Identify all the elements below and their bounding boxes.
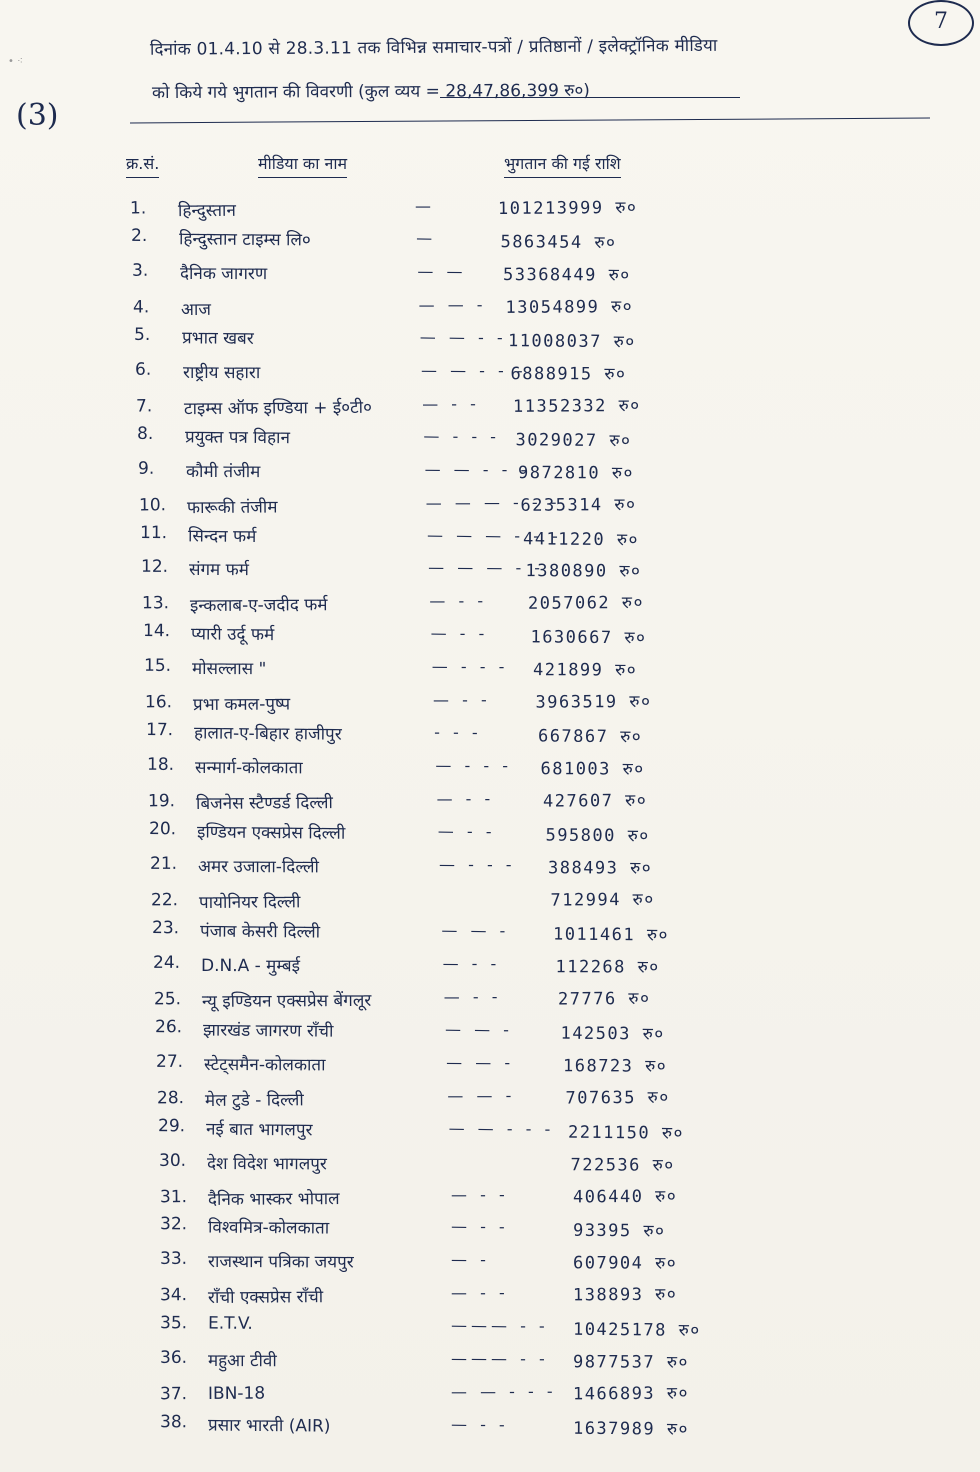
- row-media-name: प्रसार भारती (AIR): [207, 1415, 331, 1437]
- table-row: [0, 193, 980, 228]
- row-media-name: झारखंड जागरण राँची: [202, 1020, 334, 1042]
- row-dash: — - -: [450, 1283, 509, 1303]
- row-serial: 19.: [147, 791, 176, 812]
- row-serial: 5.: [133, 324, 151, 345]
- row-serial: 9.: [137, 458, 155, 479]
- row-amount: 1380890 रु०: [525, 561, 642, 582]
- table-row: [0, 489, 980, 524]
- row-amount: 9877537 रु०: [572, 1352, 689, 1373]
- row-media-name: IBN-18: [207, 1383, 266, 1405]
- row-amount: 1011461 रु०: [552, 924, 669, 946]
- row-media-name: हिन्दुस्तान टाइम्स लि०: [178, 229, 311, 251]
- table-row: [0, 1280, 980, 1315]
- table-row: [0, 719, 980, 756]
- row-media-name: इण्डियन एक्सप्रेस दिल्ली: [196, 822, 346, 844]
- row-media-name: स्टेट्समैन-कोलकाता: [203, 1054, 326, 1076]
- row-amount: 6888915 रु०: [510, 363, 627, 385]
- page-number: 7: [908, 0, 974, 46]
- row-serial: 32.: [159, 1214, 188, 1235]
- header-serial: क्र.सं.: [126, 152, 159, 174]
- row-media-name: राँची एक्सप्रेस राँची: [207, 1287, 324, 1309]
- row-amount: 3963519 रु०: [535, 692, 652, 713]
- table-row: [0, 620, 980, 657]
- row-dash: —: [414, 196, 436, 216]
- row-dash: — -: [450, 1250, 490, 1270]
- row-serial: 24.: [152, 952, 181, 973]
- row-amount: 9872810 रु०: [517, 462, 634, 484]
- row-serial: 3.: [131, 260, 149, 281]
- row-dash: — — - -: [419, 327, 507, 347]
- table-row: [0, 983, 980, 1018]
- table-row: [0, 754, 980, 785]
- table-row: [0, 818, 980, 855]
- row-amount: 2211150 रु०: [567, 1122, 684, 1144]
- row-amount: 11352332 रु०: [512, 395, 641, 417]
- table-row: [0, 557, 980, 588]
- table-row: [0, 390, 980, 425]
- row-media-name: D.N.A - मुम्बई: [200, 955, 300, 977]
- row-serial: 36.: [159, 1348, 188, 1369]
- row-serial: 26.: [154, 1016, 183, 1038]
- row-dash: — - -: [450, 1414, 509, 1435]
- row-media-name: इन्कलाब-ए-जदीद फर्म: [189, 595, 328, 617]
- row-media-name: अमर उजाला-दिल्ली: [197, 856, 319, 878]
- row-media-name: दैनिक भास्कर भोपाल: [207, 1188, 340, 1210]
- title-line-1: दिनांक 01.4.10 से 28.3.11 तक विभिन्न समाचार-पत्रों / प्रतिष्ठानों / इलेक्ट्रॉनिक मीडिया: [149, 35, 718, 60]
- row-dash: — - - -: [435, 755, 513, 776]
- row-serial: 20.: [148, 819, 177, 840]
- header-name: मीडिया का नाम: [258, 152, 347, 174]
- row-amount: 6235314 रु०: [520, 494, 637, 516]
- row-media-name: सिन्दन फर्म: [187, 525, 257, 547]
- row-amount: 406440 रु०: [572, 1186, 678, 1207]
- table-row: [0, 1051, 980, 1082]
- row-dash: — - -: [422, 393, 480, 414]
- row-amount: 168723 रु०: [562, 1055, 668, 1077]
- row-dash: — - -: [429, 591, 488, 611]
- row-serial: 22.: [150, 890, 179, 911]
- row-serial: 21.: [149, 853, 178, 874]
- table-row: [0, 458, 980, 489]
- table-row: [0, 291, 980, 326]
- row-amount: 93395 रु०: [572, 1221, 666, 1242]
- row-amount: 112268 रु०: [555, 957, 660, 978]
- table-row: [0, 588, 980, 623]
- row-serial: 8.: [136, 423, 154, 444]
- table-row: [0, 260, 980, 291]
- row-media-name: टाइम्स ऑफ इण्डिया + ई०टी०: [183, 397, 372, 419]
- table-row: [0, 1150, 980, 1181]
- table-row: [0, 1181, 980, 1216]
- row-amount: 595800 रु०: [545, 825, 650, 847]
- row-media-name: राष्ट्रीय सहारा: [182, 362, 261, 383]
- row-amount: 3029027 रु०: [515, 429, 632, 451]
- row-amount: 5863454 रु०: [500, 232, 617, 254]
- table-row: [0, 687, 980, 722]
- row-amount: 707635 रु०: [565, 1087, 670, 1109]
- row-amount: 388493 रु०: [547, 858, 653, 879]
- row-serial: 11.: [139, 522, 168, 543]
- row-dash: —: [416, 228, 437, 248]
- row-serial: 6.: [134, 359, 152, 380]
- row-media-name: प्यारी उर्दू फर्म: [190, 624, 275, 646]
- table-row: [0, 1312, 980, 1349]
- row-media-name: हिन्दुस्तान: [177, 200, 236, 222]
- row-media-name: महुआ टीवी: [207, 1351, 277, 1372]
- title-underline: [440, 97, 740, 98]
- row-amount: 142503 रु०: [560, 1023, 665, 1045]
- row-serial: 34.: [159, 1285, 188, 1306]
- row-dash: — - - -: [431, 657, 509, 677]
- row-media-name: नई बात भागलपुर: [205, 1119, 313, 1141]
- row-media-name: न्यू इण्डियन एक्सप्रेस बेंगलूर: [201, 990, 372, 1012]
- row-amount: 10425178 रु०: [572, 1320, 701, 1342]
- row-dash: — - -: [442, 953, 501, 973]
- row-dash: — — - - -: [424, 459, 531, 479]
- row-media-name: E.T.V.: [207, 1313, 253, 1335]
- row-media-name: संगम फर्म: [188, 560, 249, 581]
- row-media-name: पायोनियर दिल्ली: [198, 892, 301, 913]
- title-line-2: को किये गये भुगतान की विवरणी (कुल व्यय = 28,47,86,399 रु०): [151, 80, 590, 104]
- row-dash: — — -: [444, 1019, 514, 1039]
- table-row: [0, 917, 980, 954]
- row-media-name: कौमी तंजीम: [185, 461, 261, 482]
- row-media-name: राजस्थान पत्रिका जयपुर: [207, 1252, 354, 1273]
- table-row: [0, 324, 980, 361]
- row-media-name: फारूकी तंजीम: [186, 497, 278, 518]
- row-amount: 712994 रु०: [550, 889, 655, 911]
- table-row: [0, 1348, 980, 1379]
- row-dash: — — — - - -: [425, 492, 561, 512]
- row-dash: — — -: [418, 294, 487, 315]
- row-dash: — — - - -: [448, 1118, 555, 1139]
- row-media-name: दैनिक जागरण: [179, 263, 268, 285]
- row-dash: — - -: [450, 1217, 509, 1237]
- table-row: [0, 786, 980, 821]
- row-media-name: मोसल्लास ": [191, 659, 267, 680]
- row-amount: 4411220 रु०: [522, 528, 639, 550]
- table-row: [0, 1213, 980, 1250]
- table-row: [0, 952, 980, 983]
- row-dash: — - - -: [438, 854, 516, 875]
- row-amount: 681003 रु०: [540, 759, 645, 780]
- row-amount: 667867 रु०: [537, 726, 643, 748]
- row-serial: 15.: [143, 656, 172, 677]
- row-amount: 1630667 रु०: [530, 627, 647, 649]
- row-media-name: प्रभात खबर: [181, 328, 254, 349]
- row-serial: 35.: [159, 1313, 188, 1334]
- row-media-name: देश विदेश भागलपुर: [206, 1153, 327, 1174]
- table-row: [0, 1082, 980, 1117]
- table-row: [0, 359, 980, 390]
- row-dash: — - -: [430, 623, 489, 644]
- row-dash: — - - -: [423, 426, 501, 446]
- row-serial: 10.: [138, 494, 167, 515]
- row-dash: — — — - - -: [426, 524, 562, 546]
- table-row: [0, 1114, 980, 1151]
- row-dash: — - -: [432, 690, 491, 710]
- header-amount: भुगतान की गई राशि: [504, 152, 621, 174]
- row-serial: 4.: [132, 297, 150, 318]
- row-amount: 13054899 रु०: [505, 296, 634, 318]
- table-row: [0, 885, 980, 920]
- stray-mark: • ⁖: [8, 56, 23, 67]
- row-amount: 2057062 रु०: [527, 593, 644, 615]
- row-serial: 38.: [159, 1412, 188, 1433]
- row-serial: 13.: [141, 593, 170, 614]
- row-serial: 30.: [158, 1150, 187, 1171]
- row-dash: — — - - -: [450, 1381, 557, 1402]
- row-serial: 33.: [159, 1249, 188, 1270]
- row-media-name: आज: [180, 299, 212, 321]
- row-amount: 27776 रु०: [557, 988, 651, 1010]
- row-dash: — — -: [441, 920, 510, 941]
- row-dash: ——— - -: [450, 1349, 549, 1369]
- row-dash: — —: [417, 261, 467, 281]
- row-dash: — — — - -: [428, 558, 545, 578]
- row-dash: ——— - -: [450, 1315, 549, 1336]
- row-serial: 16.: [144, 692, 173, 713]
- row-dash: — — -: [447, 1085, 516, 1105]
- row-media-name: प्रयुक्त पत्र विहान: [184, 426, 291, 448]
- table-row: [0, 1379, 980, 1414]
- row-serial: 12.: [140, 557, 169, 578]
- table-row: [0, 422, 980, 459]
- row-serial: 31.: [159, 1186, 188, 1207]
- row-serial: 37.: [159, 1384, 188, 1405]
- row-amount: 1637989 रु०: [572, 1418, 689, 1440]
- row-amount: 421899 रु०: [532, 660, 638, 681]
- row-media-name: हालात-ए-बिहार हाजीपुर: [193, 723, 342, 745]
- row-media-name: मेल टुडे - दिल्ली: [204, 1089, 304, 1111]
- table-row: [0, 1015, 980, 1052]
- row-serial: 27.: [155, 1051, 184, 1072]
- row-serial: 28.: [156, 1087, 185, 1108]
- row-serial: 29.: [157, 1115, 186, 1136]
- margin-mark: (3): [16, 98, 59, 133]
- table-row: [0, 225, 980, 262]
- row-media-name: बिजनेस स्टैण्डर्ड दिल्ली: [195, 793, 334, 815]
- header-rule: [130, 118, 930, 124]
- row-serial: 25.: [153, 988, 182, 1010]
- row-amount: 1466893 रु०: [572, 1383, 689, 1405]
- row-serial: 17.: [145, 720, 174, 741]
- row-amount: 11008037 रु०: [507, 330, 636, 353]
- row-media-name: विश्वमित्र-कोलकाता: [207, 1217, 330, 1240]
- row-dash: — — -: [446, 1052, 515, 1072]
- row-amount: 53368449 रु०: [502, 264, 631, 286]
- table-row: [0, 656, 980, 687]
- row-serial: 7.: [135, 396, 153, 417]
- row-dash: - - -: [434, 722, 482, 743]
- row-media-name: प्रभा कमल-पुष्प: [192, 694, 291, 716]
- row-serial: 18.: [146, 754, 175, 776]
- table-row: [0, 853, 980, 884]
- row-media-name: सन्मार्ग-कोलकाता: [194, 758, 303, 779]
- table-row: [0, 521, 980, 558]
- row-serial: 14.: [142, 621, 171, 642]
- row-dash: — - -: [450, 1184, 509, 1204]
- row-dash: — - -: [443, 986, 502, 1007]
- row-amount: 427607 रु०: [542, 790, 648, 812]
- row-media-name: पंजाब केसरी दिल्ली: [199, 921, 321, 943]
- row-dash: — - -: [436, 789, 495, 809]
- row-dash: — — - - -: [420, 360, 527, 380]
- row-dash: — - -: [437, 821, 496, 842]
- row-amount: 101213999 रु०: [497, 197, 638, 219]
- table-row: [0, 1249, 980, 1280]
- row-amount: 138893 रु०: [572, 1285, 678, 1306]
- row-amount: 607904 रु०: [572, 1253, 678, 1275]
- table-row: [0, 1411, 980, 1448]
- row-amount: 722536 रु०: [570, 1154, 675, 1176]
- row-serial: 1.: [129, 198, 147, 219]
- row-serial: 23.: [151, 917, 180, 939]
- row-serial: 2.: [130, 225, 148, 246]
